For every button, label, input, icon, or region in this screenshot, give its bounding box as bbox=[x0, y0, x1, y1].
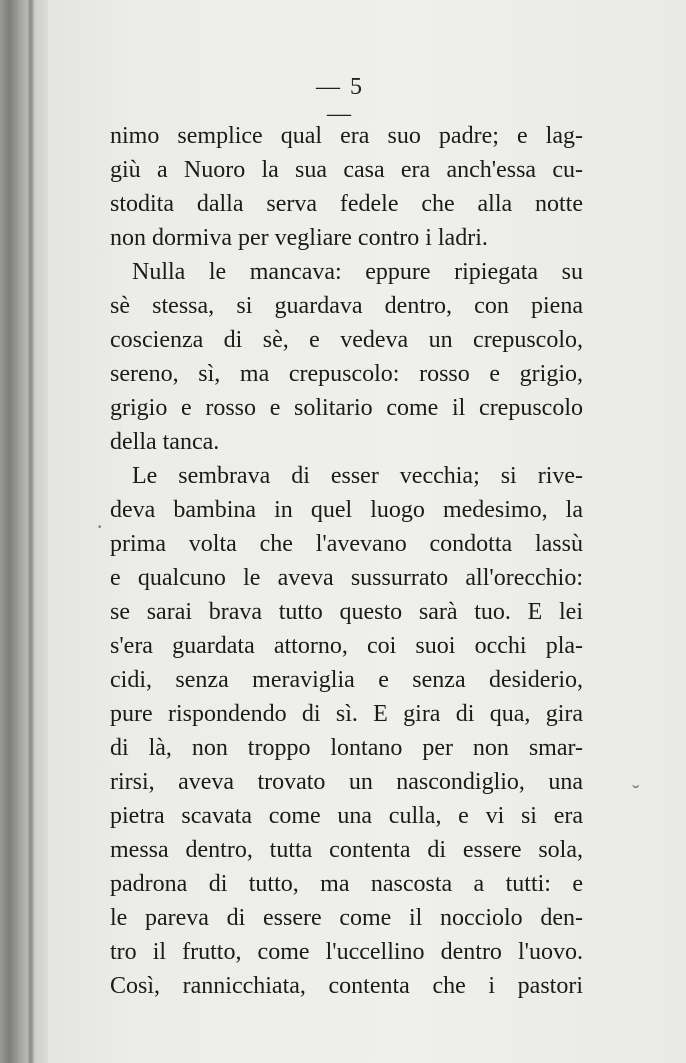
text-line: se sarai brava tutto questo sarà tuo. E lei bbox=[110, 599, 583, 625]
margin-speck: ˘ bbox=[632, 780, 640, 805]
text-line: tro il frutto, come l'uccellino dentro l'uovo. bbox=[110, 939, 583, 965]
paragraph-start-line: Le sembrava di esser vecchia; si rive- bbox=[132, 463, 583, 489]
paragraph-start-line: Nulla le mancava: eppure ripiegata su bbox=[132, 259, 583, 285]
text-line: nimo semplice qual era suo padre; e lag- bbox=[110, 123, 583, 149]
margin-speck: · bbox=[96, 514, 104, 539]
text-line: e qualcuno le aveva sussurrato all'orecchio: bbox=[110, 565, 583, 591]
text-line: sè stessa, si guardava dentro, con piena bbox=[110, 293, 583, 319]
text-line: sereno, sì, ma crepuscolo: rosso e grigio, bbox=[110, 361, 583, 387]
text-line: coscienza di sè, e vedeva un crepuscolo, bbox=[110, 327, 583, 353]
text-line: stodita dalla serva fedele che alla notte bbox=[110, 191, 583, 217]
text-line: non dormiva per vegliare contro i ladri. bbox=[110, 225, 488, 251]
text-line: cidi, senza meraviglia e senza desiderio, bbox=[110, 667, 583, 693]
text-line: pietra scavata come una culla, e vi si era bbox=[110, 803, 583, 829]
text-line: padrona di tutto, ma nascosta a tutti: e bbox=[110, 871, 583, 897]
text-line: della tanca. bbox=[110, 429, 220, 455]
text-line: rirsi, aveva trovato un nascondiglio, una bbox=[110, 769, 583, 795]
text-line: grigio e rosso e solitario come il crepuscolo bbox=[110, 395, 583, 421]
binding-edge bbox=[0, 0, 48, 1063]
text-line: pure rispondendo di sì. E gira di qua, gira bbox=[110, 701, 583, 727]
text-line: di là, non troppo lontano per non smar- bbox=[110, 735, 583, 761]
body-text bbox=[110, 119, 583, 1003]
text-line: giù a Nuoro la sua casa era anch'essa cu- bbox=[110, 157, 583, 183]
binding-shadow bbox=[28, 0, 34, 1063]
text-line: s'era guardata attorno, coi suoi occhi pla- bbox=[110, 633, 583, 659]
text-line: le pareva di essere come il nocciolo den- bbox=[110, 905, 583, 931]
page-number: — 5 — bbox=[316, 74, 364, 127]
text-line: deva bambina in quel luogo medesimo, la bbox=[110, 497, 583, 523]
text-line: prima volta che l'avevano condotta lassù bbox=[110, 531, 583, 557]
text-line: messa dentro, tutta contenta di essere sola, bbox=[110, 837, 583, 863]
text-line: Così, rannicchiata, contenta che i pastori bbox=[110, 973, 583, 999]
